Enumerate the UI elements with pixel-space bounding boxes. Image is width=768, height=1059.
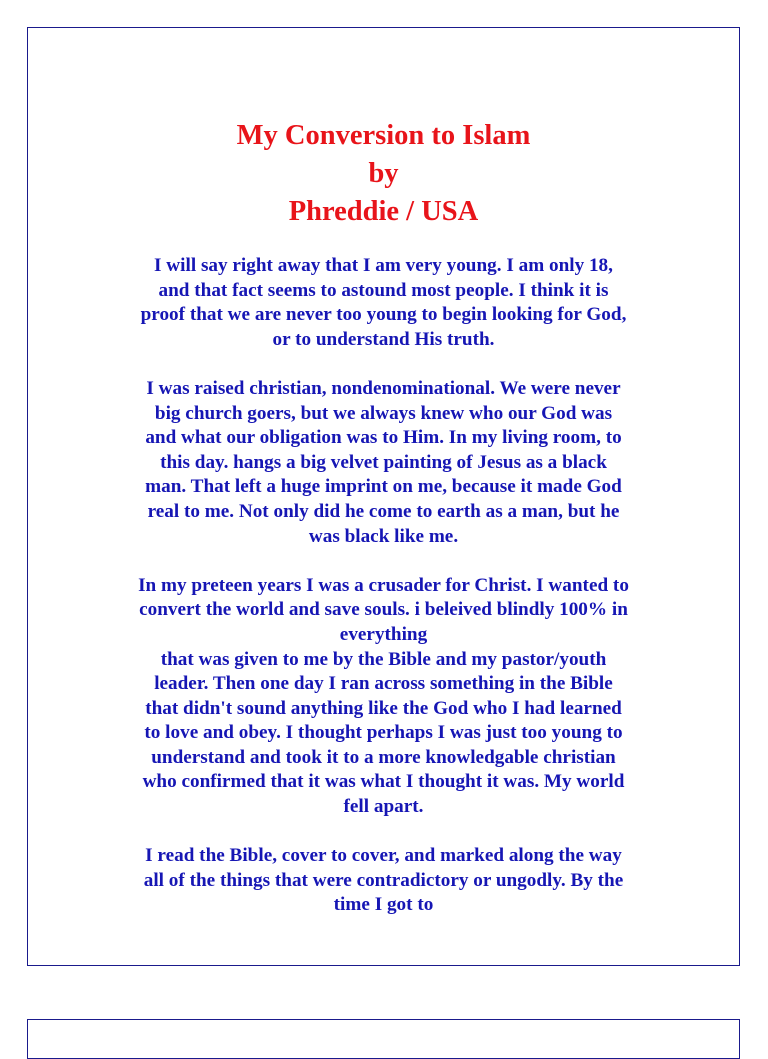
text-line: that was given to me by the Bible and my pastor/youth — [160, 648, 607, 670]
text-line: leader. Then one day I ran across something in the Bible — [154, 673, 613, 695]
paragraph-4 — [92, 844, 675, 918]
text-line: big church goers, but we always knew who our God was — [154, 402, 613, 424]
text-line: real to me. Not only did he come to earth as a man, but he — [147, 500, 620, 522]
text-line: was black like me. — [308, 525, 459, 547]
text-line: to love and obey. I thought perhaps I was just too young to — [144, 722, 623, 744]
text-line: this day. hangs a big velvet painting of Jesus as a black — [160, 451, 607, 473]
text-line: fell apart. — [343, 796, 424, 818]
text-line: man. That left a huge imprint on me, because it made God — [145, 476, 622, 498]
text-line: I was raised christian, nondenominational. We were never — [146, 377, 621, 399]
text-line: I will say right away that I am very young. I am only 18, — [154, 255, 613, 276]
text-line: everything — [339, 623, 428, 645]
text-line: and what our obligation was to Him. In my living room, to — [145, 427, 622, 449]
text-line: convert the world and save souls. i beleived blindly 100% in — [139, 599, 628, 621]
text-line: and that fact seems to astound most people. I think it is — [158, 279, 609, 301]
text-line: or to understand His truth. — [272, 328, 495, 350]
paragraph-1 — [92, 254, 675, 352]
title-line-1: My Conversion to Islam — [236, 120, 531, 151]
text-line: all of the things that were contradictory or ungodly. By the — [143, 869, 624, 891]
next-page-edge — [27, 1019, 740, 1059]
document-body — [92, 254, 675, 918]
title-line-2: by — [368, 158, 399, 189]
document-title — [28, 117, 739, 231]
text-line: understand and took it to a more knowledgable christian — [151, 746, 616, 768]
text-line: time I got to — [333, 894, 434, 916]
title-line-3: Phreddie / USA — [288, 196, 479, 227]
document-page — [27, 27, 740, 966]
paragraph-3 — [92, 574, 675, 820]
text-line: that didn't sound anything like the God who I had learned — [145, 697, 622, 719]
text-line: In my preteen years I was a crusader for Christ. I wanted to — [138, 574, 629, 596]
text-line: proof that we are never too young to begin looking for God, — [140, 304, 627, 326]
text-line: I read the Bible, cover to cover, and marked along the way — [145, 845, 622, 867]
paragraph-2 — [92, 377, 675, 549]
text-line: who confirmed that it was what I thought it was. My world — [142, 771, 625, 793]
